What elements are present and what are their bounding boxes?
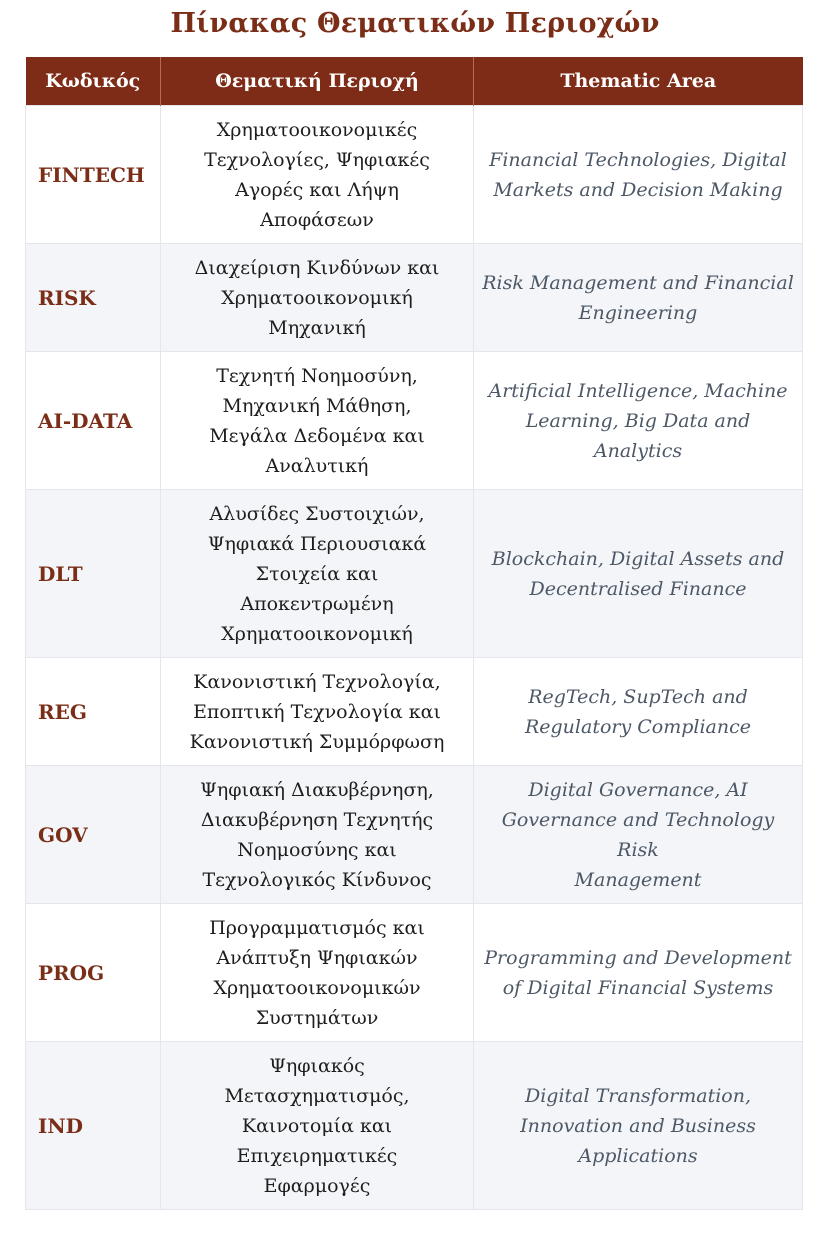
row-greek-area [161, 766, 474, 904]
thematic-areas-table [25, 57, 803, 1210]
greek-line: Διακυβέρνηση Τεχνητής [200, 808, 434, 831]
greek-line: Κανονιστική Τεχνολογία, [193, 670, 441, 693]
greek-line: Τεχνητή Νοημοσύνη, [216, 364, 418, 387]
english-line: Analytics [593, 439, 683, 462]
table-row [26, 106, 803, 244]
header-code: Κωδικός [26, 57, 161, 106]
greek-line: Χρηματοοικονομική [221, 286, 413, 309]
greek-line: Μηχανική [268, 316, 366, 339]
table-row [26, 490, 803, 658]
row-greek-area [161, 904, 474, 1042]
greek-line: Αποφάσεων [260, 208, 374, 231]
greek-line: Συστημάτων [255, 1006, 379, 1029]
greek-line: Διαχείριση Κινδύνων και [194, 256, 440, 279]
row-thematic-area [474, 1042, 803, 1210]
row-greek-area [161, 106, 474, 244]
english-line: Artificial Intelligence, Machine [488, 379, 788, 402]
table-row [26, 658, 803, 766]
english-line: Applications [578, 1144, 698, 1167]
row-thematic-area [474, 352, 803, 490]
greek-line: Ψηφιακά Περιουσιακά [207, 532, 427, 555]
greek-line: Αναλυτική [265, 454, 369, 477]
greek-line: Μεγάλα Δεδομένα και [209, 424, 425, 447]
table-row [26, 904, 803, 1042]
row-greek-area [161, 1042, 474, 1210]
header-row [26, 57, 803, 106]
row-code: REG [26, 658, 161, 766]
greek-line: Αποκεντρωμένη [240, 592, 394, 615]
english-line: of Digital Financial Systems [502, 976, 774, 999]
greek-line: Τεχνολογίες, Ψηφιακές [204, 148, 430, 171]
greek-line: Αλυσίδες Συστοιχιών, [209, 502, 425, 525]
row-code: IND [26, 1042, 161, 1210]
greek-line: Κανονιστική Συμμόρφωση [189, 730, 445, 753]
header-thematic-area: Thematic Area [474, 57, 803, 106]
header-greek-area: Θεματική Περιοχή [161, 57, 474, 106]
row-code: PROG [26, 904, 161, 1042]
row-code: FINTECH [26, 106, 161, 244]
english-line: Digital Governance, AI [528, 778, 748, 801]
row-code: DLT [26, 490, 161, 658]
row-thematic-area [474, 106, 803, 244]
english-line: Regulatory Compliance [524, 715, 752, 738]
greek-line: Προγραμματισμός και [209, 916, 425, 939]
row-thematic-area [474, 490, 803, 658]
english-line: Blockchain, Digital Assets and [491, 547, 785, 570]
greek-line: Χρηματοοικονομικών [213, 976, 421, 999]
english-line: Decentralised Finance [529, 577, 747, 600]
row-thematic-area [474, 244, 803, 352]
row-greek-area [161, 658, 474, 766]
greek-line: Χρηματοοικονομικές [216, 118, 418, 141]
table-row [26, 352, 803, 490]
english-line: Innovation and Business [520, 1114, 756, 1137]
english-line: Governance and Technology Risk [501, 808, 775, 861]
english-line: Digital Transformation, [524, 1084, 752, 1107]
row-thematic-area [474, 904, 803, 1042]
greek-line: Εποπτική Τεχνολογία και [193, 700, 441, 723]
row-code: GOV [26, 766, 161, 904]
english-line: Markets and Decision Making [493, 178, 783, 201]
greek-line: Ψηφιακή Διακυβέρνηση, [200, 778, 434, 801]
table-body [26, 106, 803, 1210]
greek-line: Ψηφιακός [269, 1054, 365, 1077]
greek-line: Καινοτομία και [241, 1114, 393, 1137]
row-thematic-area [474, 658, 803, 766]
english-line: Programming and Development [484, 946, 792, 969]
greek-line: Αγορές και Λήψη [235, 178, 399, 201]
greek-line: Χρηματοοικονομική [221, 622, 413, 645]
english-line: Management [574, 868, 702, 891]
row-greek-area [161, 352, 474, 490]
page-title: Πίνακας Θεματικών Περιοχών [170, 8, 660, 39]
greek-line: Μηχανική Μάθηση, [222, 394, 412, 417]
greek-line: Νοημοσύνης και [237, 838, 397, 861]
english-line: Risk Management and Financial [482, 271, 794, 294]
table-header [26, 57, 803, 106]
row-greek-area [161, 244, 474, 352]
greek-line: Ανάπτυξη Ψηφιακών [216, 946, 418, 969]
row-code: AI-DATA [26, 352, 161, 490]
greek-line: Στοιχεία και [255, 562, 379, 585]
english-line: Financial Technologies, Digital [489, 148, 787, 171]
table-row [26, 1042, 803, 1210]
english-line: RegTech, SupTech and [528, 685, 748, 708]
greek-line: Εφαρμογές [263, 1174, 371, 1197]
english-line: Engineering [578, 301, 698, 324]
row-greek-area [161, 490, 474, 658]
greek-line: Επιχειρηματικές [236, 1144, 398, 1167]
row-code: RISK [26, 244, 161, 352]
greek-line: Τεχνολογικός Κίνδυνος [202, 868, 432, 891]
greek-line: Μετασχηματισμός, [224, 1084, 410, 1107]
english-line: Learning, Big Data and [525, 409, 751, 432]
row-thematic-area [474, 766, 803, 904]
table-row [26, 766, 803, 904]
table-row [26, 244, 803, 352]
